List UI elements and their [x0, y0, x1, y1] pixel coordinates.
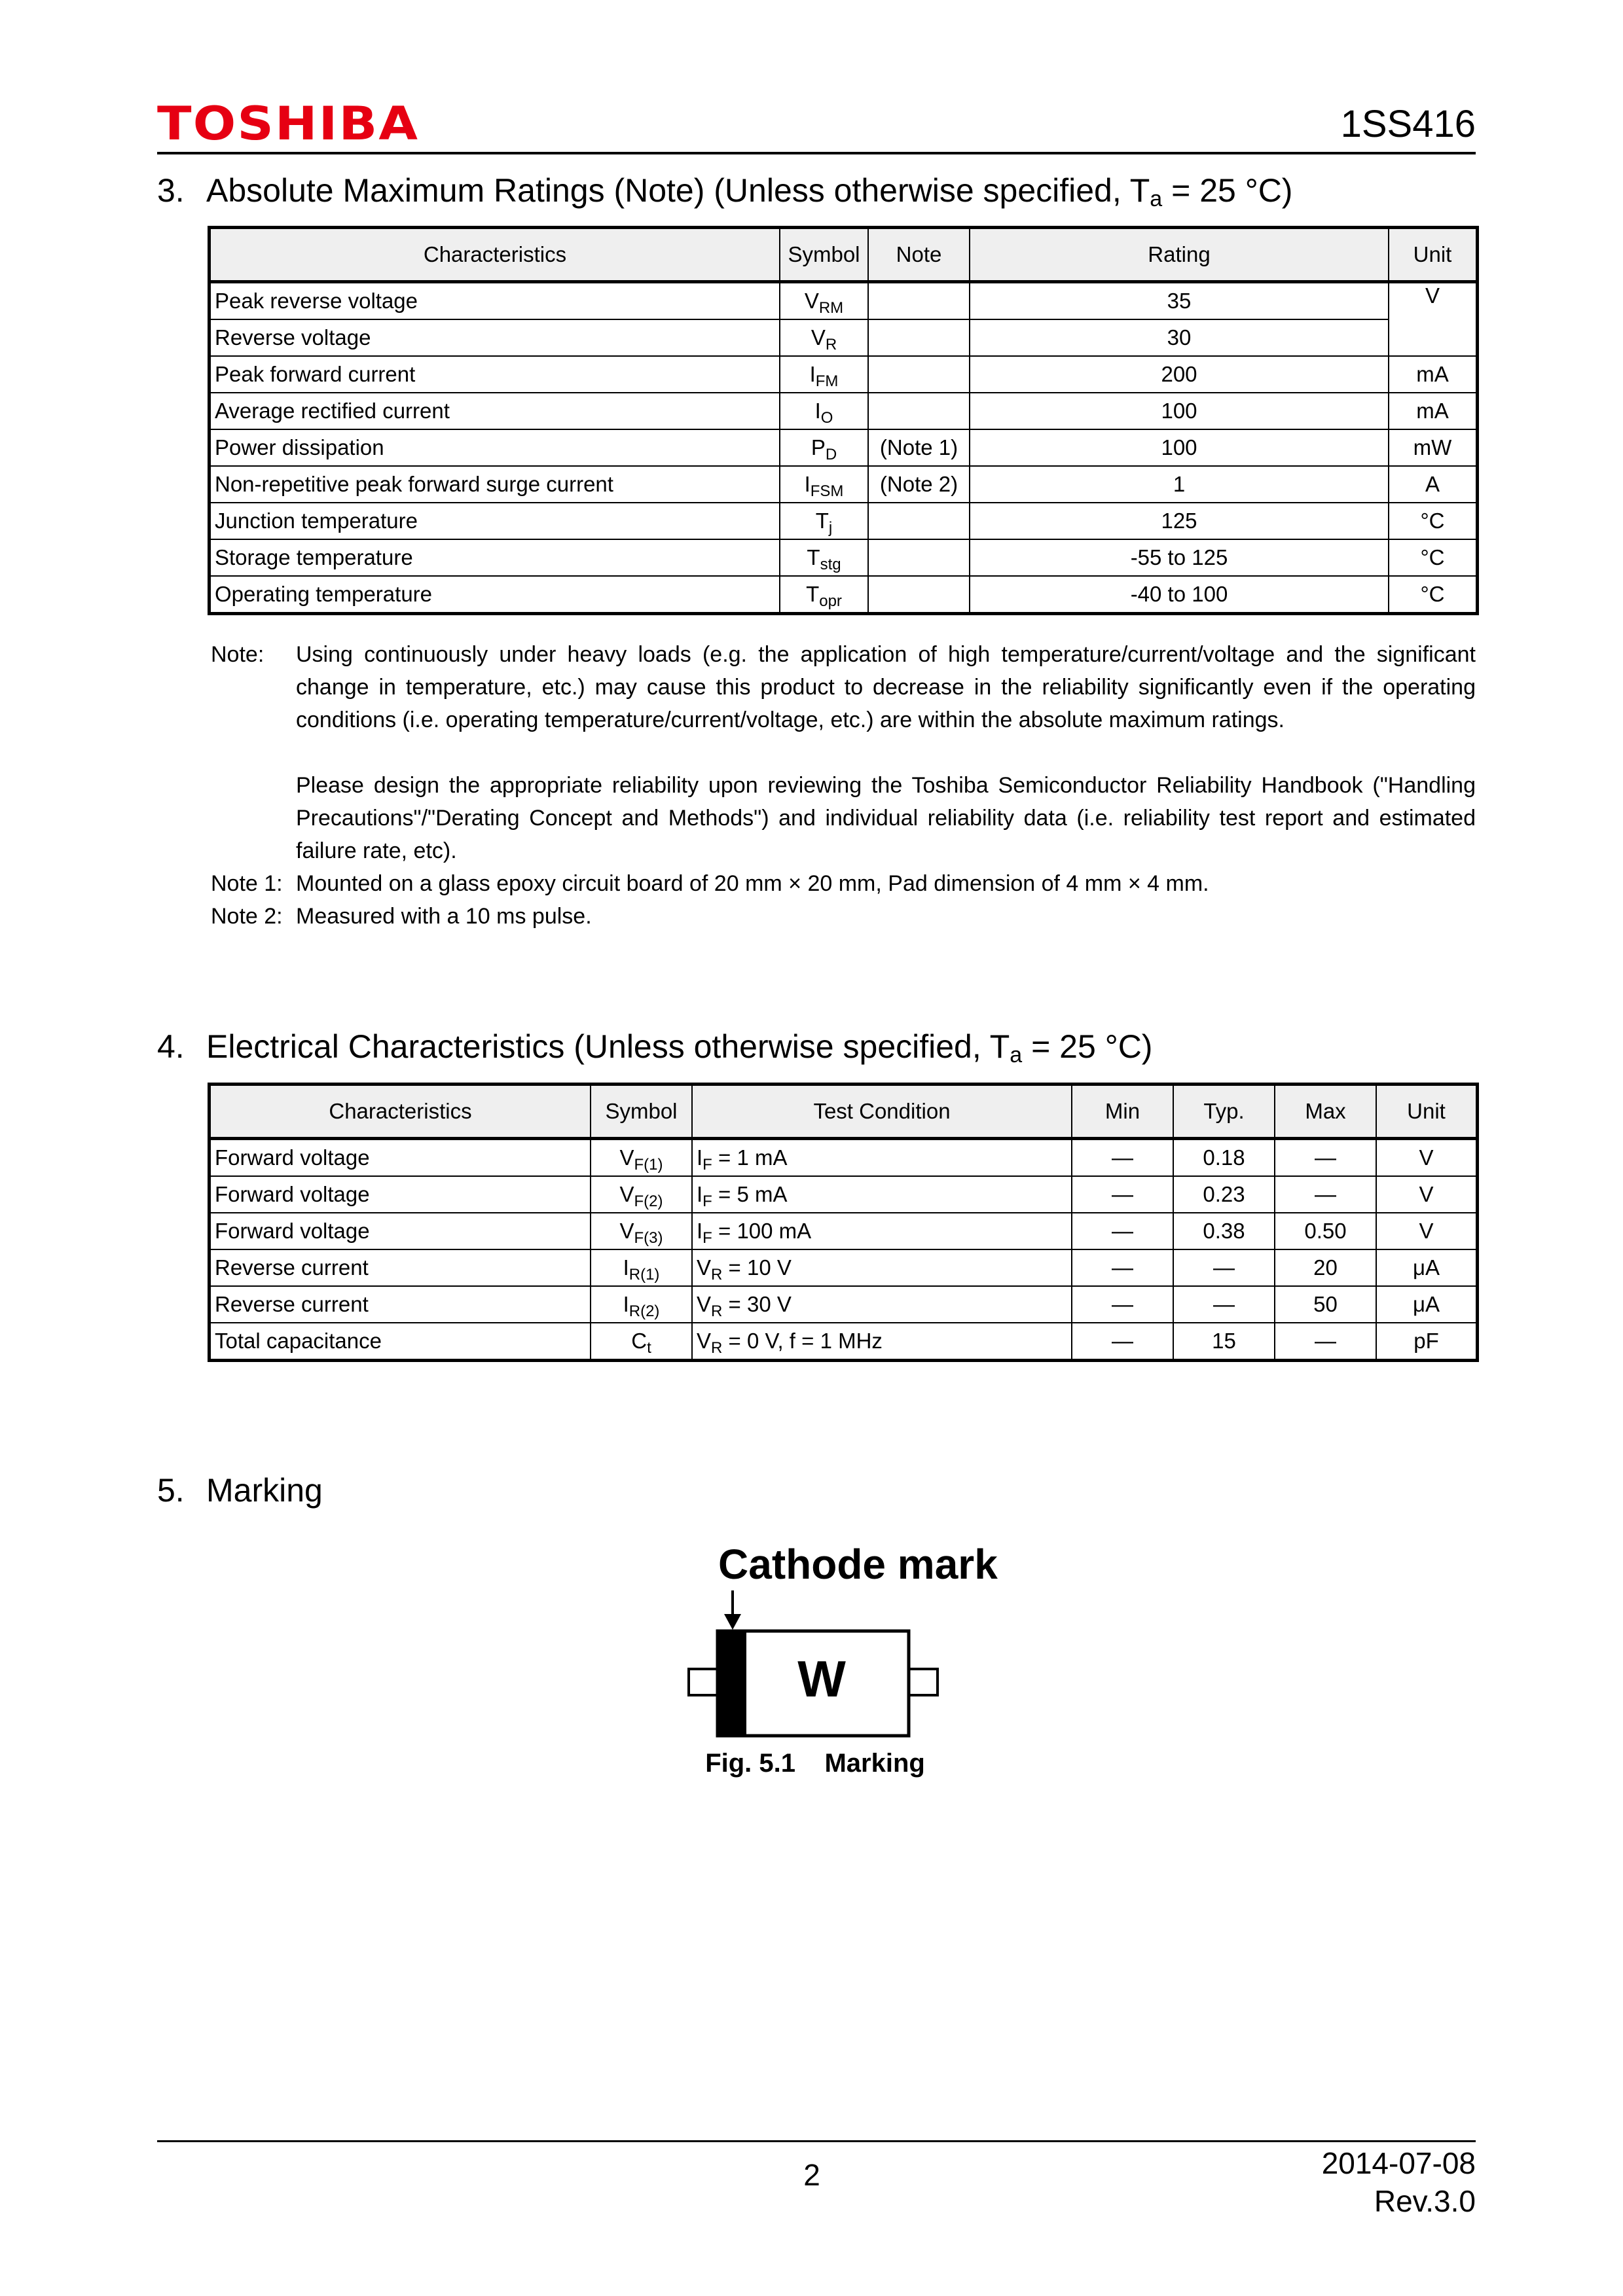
cathode-arrow-head [724, 1614, 741, 1630]
cell-note [868, 282, 970, 320]
cell-symbol: $T_{stg}$ [780, 539, 868, 576]
table-row [210, 1176, 1476, 1213]
section5-title: Marking [206, 1472, 323, 1509]
cell-unit: V [1376, 1176, 1476, 1213]
cell-symbol: $P_D$ [780, 429, 868, 466]
cell-note [868, 576, 970, 613]
col-header: Rating [970, 228, 1389, 282]
cell-symbol: $I_{R(2)}$ [591, 1286, 692, 1323]
note-paragraph-1: Using continuously under heavy loads (e.g. the application of high temperature/current/voltage and the significant change in temperature, etc.) may cause this product to decrease in the reliability significantly even if the operating conditions (i.e. operating temperature/current/voltage, etc.) are within the absolute maximum ratings. [296, 642, 1476, 732]
note-label: Note: [211, 642, 264, 667]
table-row [210, 393, 1476, 429]
cell-min: — [1072, 1249, 1173, 1286]
table-row [210, 282, 1476, 320]
cell-condition: $V_R = 10$ V [692, 1249, 1072, 1286]
cell-characteristic: Operating temperature [210, 576, 780, 613]
cell-min: — [1072, 1176, 1173, 1213]
cell-unit: mA [1389, 356, 1476, 393]
table-row [210, 576, 1476, 613]
figure-caption: Fig. 5.1 Marking [705, 1749, 925, 1778]
section4-heading [157, 1028, 1152, 1066]
col-header: Note [868, 228, 970, 282]
col-header: Test Condition [692, 1085, 1072, 1139]
cell-characteristic: Reverse current [210, 1286, 591, 1323]
col-header: Characteristics [210, 228, 780, 282]
cell-max: — [1275, 1139, 1376, 1177]
cell-unit: μA [1376, 1286, 1476, 1323]
right-lead [909, 1669, 938, 1695]
cell-unit: V [1389, 282, 1476, 357]
cell-min: — [1072, 1323, 1173, 1359]
note-paragraph-2: Please design the appropriate reliability upon reviewing the Toshiba Semiconductor Reliability Handbook ("Handling Precautions"/"Derating Concept and Methods") and individual reliability data (i.e. reliability test report and estimated failure rate, etc). [296, 773, 1476, 863]
cell-rating: 200 [970, 356, 1389, 393]
table-row [210, 1213, 1476, 1249]
cell-min: — [1072, 1286, 1173, 1323]
cell-rating: -55 to 125 [970, 539, 1389, 576]
cell-condition: $V_R = 0$ V, f = 1 MHz [692, 1323, 1072, 1359]
note2-text: Measured with a 10 ms pulse. [296, 904, 592, 929]
table-row [210, 503, 1476, 539]
table-row [210, 1286, 1476, 1323]
cell-note [868, 539, 970, 576]
cell-characteristic: Total capacitance [210, 1323, 591, 1359]
cell-characteristic: Forward voltage [210, 1213, 591, 1249]
cell-min: — [1072, 1213, 1173, 1249]
part-number: 1SS416 [1340, 103, 1476, 145]
cell-rating: 100 [970, 429, 1389, 466]
table-row [210, 1139, 1476, 1177]
table-row [210, 1323, 1476, 1359]
cell-characteristic: Non-repetitive peak forward surge current [210, 466, 780, 503]
table-row [210, 356, 1476, 393]
cell-unit: mA [1389, 393, 1476, 429]
cell-note: (Note 2) [868, 466, 970, 503]
cell-max: 50 [1275, 1286, 1376, 1323]
col-header: Max [1275, 1085, 1376, 1139]
table-row [210, 466, 1476, 503]
footer-rule [157, 2140, 1476, 2142]
section5-number: 5. [157, 1472, 185, 1509]
cell-max: — [1275, 1176, 1376, 1213]
cell-typ: 0.18 [1173, 1139, 1275, 1177]
cell-rating: 1 [970, 466, 1389, 503]
cell-unit: mW [1389, 429, 1476, 466]
cell-max: 0.50 [1275, 1213, 1376, 1249]
col-header: Symbol [780, 228, 868, 282]
cell-symbol: $I_{FM}$ [780, 356, 868, 393]
cell-min: — [1072, 1139, 1173, 1177]
cell-symbol: $I_O$ [780, 393, 868, 429]
cell-rating: 35 [970, 282, 1389, 320]
note1-label: Note 1: [211, 871, 283, 896]
col-header: Unit [1389, 228, 1476, 282]
table-row [210, 1249, 1476, 1286]
cell-symbol: $I_{FSM}$ [780, 466, 868, 503]
col-header: Min [1072, 1085, 1173, 1139]
table-row [210, 319, 1476, 356]
cell-symbol: $I_{R(1)}$ [591, 1249, 692, 1286]
cell-characteristic: Reverse current [210, 1249, 591, 1286]
cell-characteristic: Junction temperature [210, 503, 780, 539]
cell-symbol: $V_{F(2)}$ [591, 1176, 692, 1213]
section4-number: 4. [157, 1028, 185, 1065]
col-header: Characteristics [210, 1085, 591, 1139]
cell-characteristic: Peak reverse voltage [210, 282, 780, 320]
cell-unit: °C [1389, 503, 1476, 539]
section4-title: Electrical Characteristics (Unless otherwise specified, $T_a = 25$ °C) [206, 1028, 1153, 1067]
cell-unit: V [1376, 1139, 1476, 1177]
col-header: Unit [1376, 1085, 1476, 1139]
section3-heading [157, 171, 1292, 209]
cell-typ: 0.23 [1173, 1176, 1275, 1213]
cell-unit: μA [1376, 1249, 1476, 1286]
cell-condition: $I_F = 100$ mA [692, 1213, 1072, 1249]
cell-rating: 125 [970, 503, 1389, 539]
cell-rating: -40 to 100 [970, 576, 1389, 613]
cell-max: 20 [1275, 1249, 1376, 1286]
col-header: Typ. [1173, 1085, 1275, 1139]
cell-symbol: $V_{F(3)}$ [591, 1213, 692, 1249]
cell-condition: $V_R = 30$ V [692, 1286, 1072, 1323]
marking-code: W [797, 1650, 846, 1708]
cathode-band [718, 1631, 746, 1736]
cell-characteristic: Power dissipation [210, 429, 780, 466]
cell-note [868, 393, 970, 429]
cell-unit: °C [1389, 576, 1476, 613]
toshiba-logo: TOSHIBA [157, 97, 420, 151]
absolute-max-ratings-table [210, 228, 1477, 613]
cell-condition: $I_F = 5$ mA [692, 1176, 1072, 1213]
page-number: 2 [803, 2158, 820, 2192]
col-header: Symbol [591, 1085, 692, 1139]
footer-date: 2014-07-08 [1321, 2146, 1476, 2180]
cell-characteristic: Forward voltage [210, 1139, 591, 1177]
notes-block [211, 638, 1476, 939]
table-row [210, 429, 1476, 466]
cell-note [868, 356, 970, 393]
cell-unit: °C [1389, 539, 1476, 576]
cell-characteristic: Storage temperature [210, 539, 780, 576]
table-header-row [210, 228, 1476, 282]
cell-typ: 15 [1173, 1323, 1275, 1359]
cell-rating: 100 [970, 393, 1389, 429]
cell-characteristic: Peak forward current [210, 356, 780, 393]
cell-condition: $I_F = 1$ mA [692, 1139, 1072, 1177]
section3-title: Absolute Maximum Ratings (Note) (Unless otherwise specified, $T_a = 25$ °C) [206, 172, 1293, 211]
cathode-mark-label: Cathode mark [718, 1541, 998, 1588]
table-row [210, 539, 1476, 576]
cell-symbol: $V_R$ [780, 319, 868, 356]
left-lead [689, 1669, 718, 1695]
header-rule [157, 152, 1476, 154]
table-header-row [210, 1085, 1476, 1139]
cell-unit: A [1389, 466, 1476, 503]
cell-rating: 30 [970, 319, 1389, 356]
cell-symbol: $V_{RM}$ [780, 282, 868, 320]
cell-typ: — [1173, 1249, 1275, 1286]
cell-note [868, 503, 970, 539]
cell-characteristic: Average rectified current [210, 393, 780, 429]
electrical-characteristics-table [210, 1085, 1477, 1360]
section3-number: 3. [157, 172, 185, 209]
note1-text: Mounted on a glass epoxy circuit board of 20 mm × 20 mm, Pad dimension of 4 mm × 4 mm. [296, 871, 1209, 896]
cell-symbol: $T_j$ [780, 503, 868, 539]
cell-characteristic: Forward voltage [210, 1176, 591, 1213]
cell-symbol: $T_{opr}$ [780, 576, 868, 613]
cell-symbol: $C_t$ [591, 1323, 692, 1359]
cell-typ: — [1173, 1286, 1275, 1323]
cell-symbol: $V_{F(1)}$ [591, 1139, 692, 1177]
cell-note: (Note 1) [868, 429, 970, 466]
note2-label: Note 2: [211, 904, 283, 929]
footer-revision: Rev.3.0 [1374, 2184, 1476, 2218]
cell-unit: V [1376, 1213, 1476, 1249]
cell-typ: 0.38 [1173, 1213, 1275, 1249]
section5-heading [157, 1471, 323, 1509]
cell-max: — [1275, 1323, 1376, 1359]
cell-characteristic: Reverse voltage [210, 319, 780, 356]
cell-unit: pF [1376, 1323, 1476, 1359]
cell-note [868, 319, 970, 356]
